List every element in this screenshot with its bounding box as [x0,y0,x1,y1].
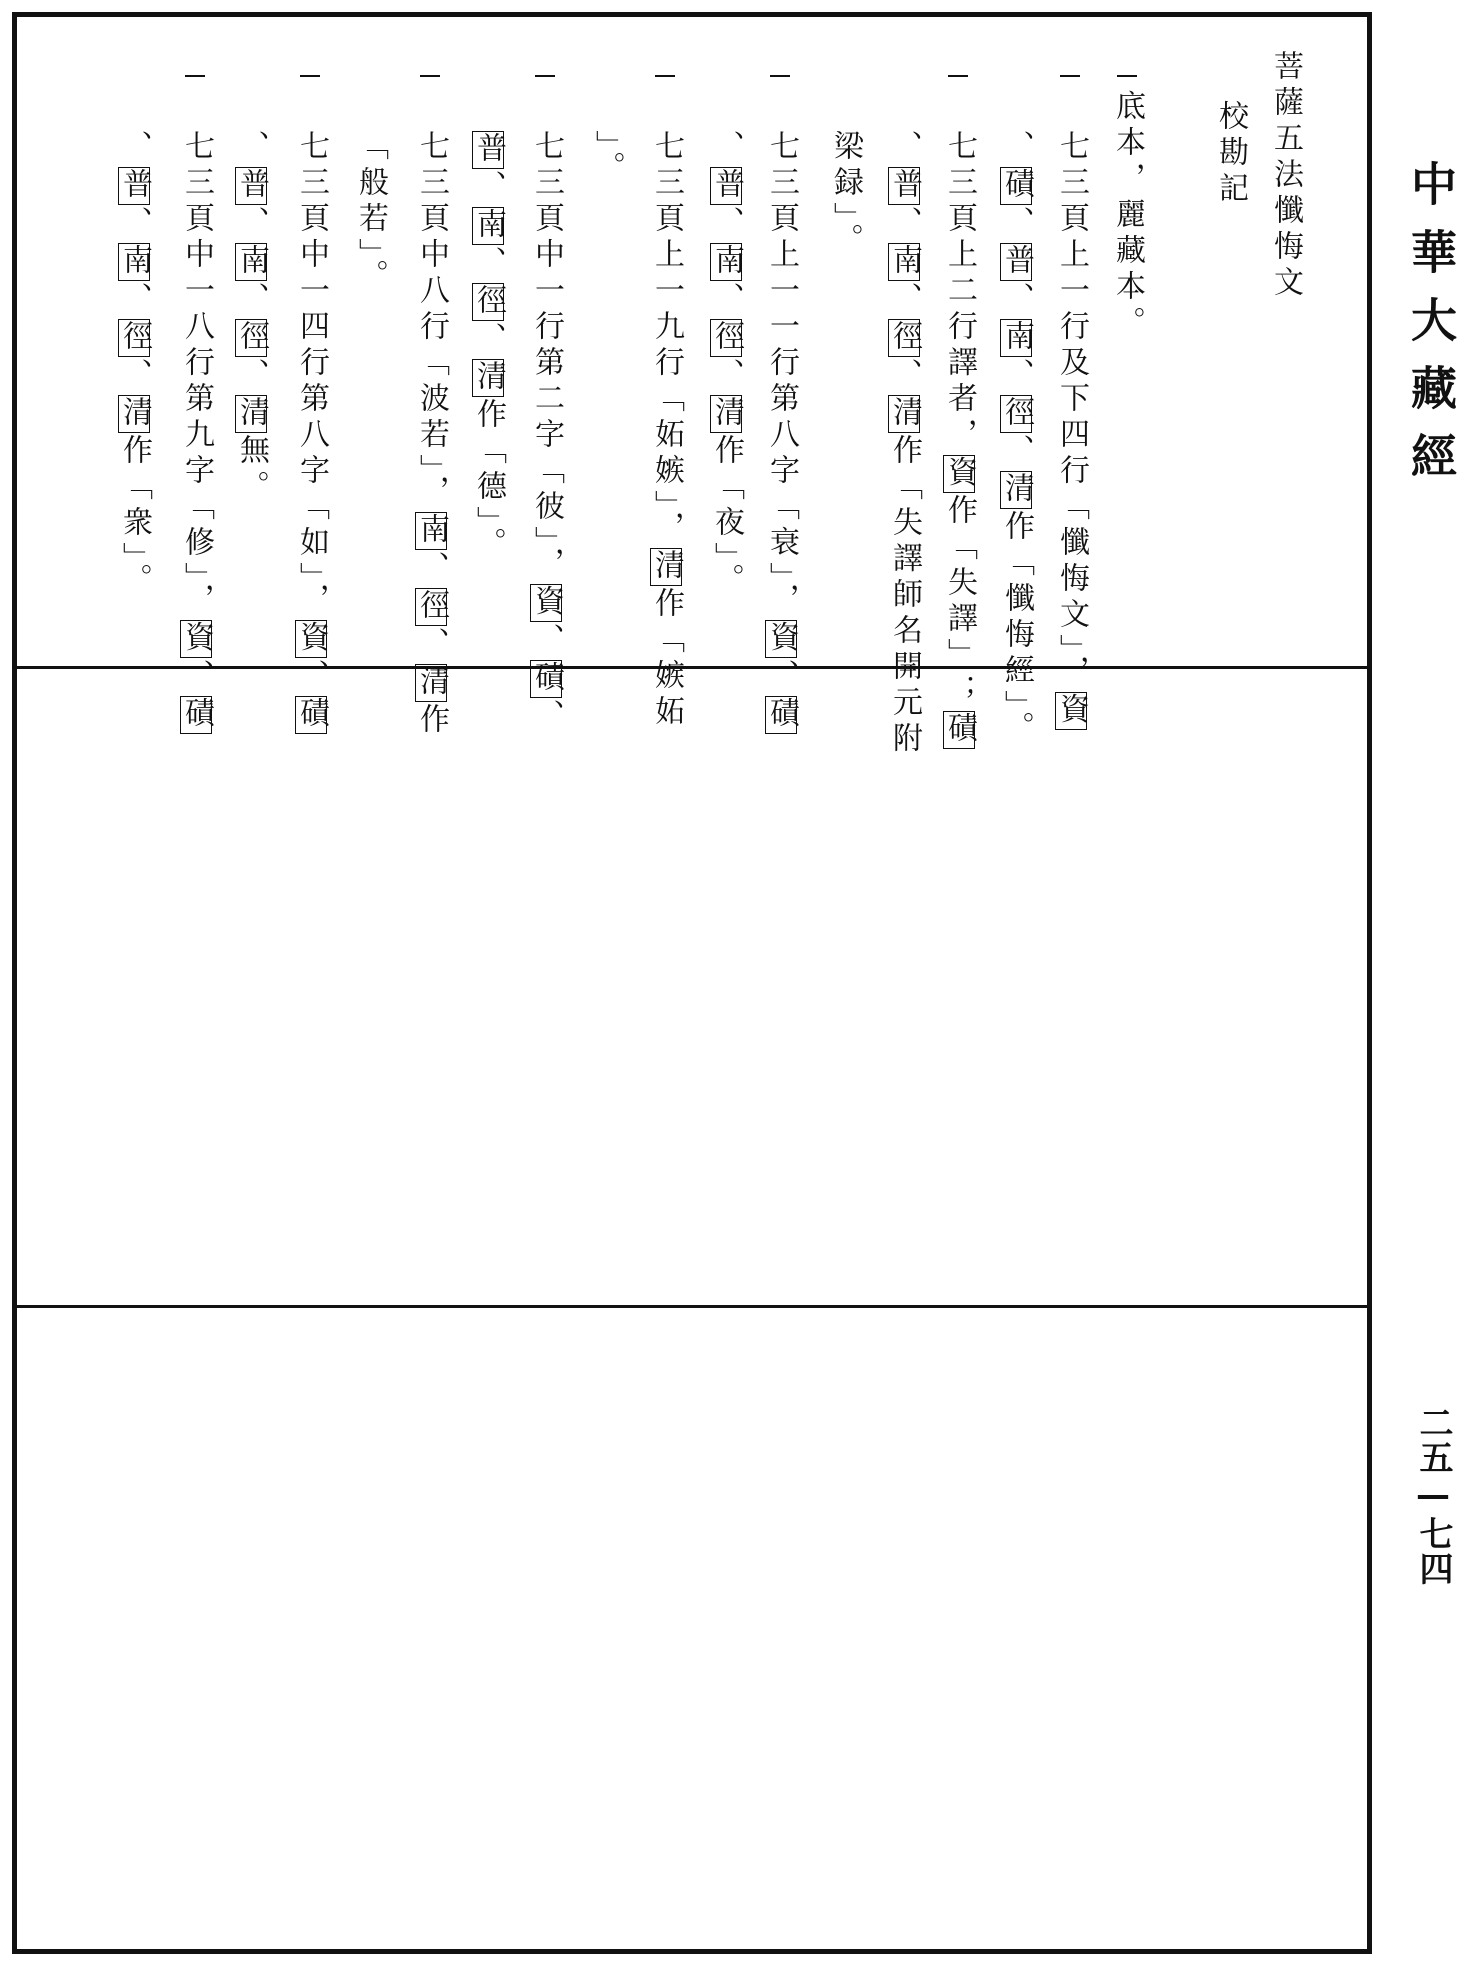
note-char: ， [942,418,977,454]
note-char: 。 [828,223,863,259]
edition-abbrev-box: 普 [234,168,269,204]
note-char: 本 [1110,270,1145,306]
edition-abbrev-box: 磧 [764,697,799,733]
note-char: 無 [234,434,269,470]
note-char: 行 [294,346,329,382]
note-column [828,130,863,259]
note-char: 九 [649,310,684,346]
note-char: 譯 [887,542,922,578]
note-char: 作 [709,434,744,470]
section-divider-lower [12,1305,1372,1308]
note-column [295,130,327,735]
note-char: 、 [471,246,506,282]
note-char: 「 [414,346,449,382]
section-divider-upper [12,666,1372,669]
note-char: 、 [529,623,564,659]
note-column [235,130,267,506]
note-char: 」 [709,542,744,563]
note-char: 三 [764,166,799,202]
note-char: 如 [294,526,329,562]
note-char: 一 [179,274,214,310]
note-column [1000,130,1032,747]
note-column [118,130,150,599]
note-marker [948,75,968,77]
edition-abbrev-box: 徑 [887,320,922,356]
note-column [353,130,388,295]
note-char: 彼 [529,490,564,526]
note-char: ， [529,547,564,583]
note-char: 衆 [117,506,152,542]
note-column [1110,90,1145,342]
note-char: 」 [529,526,564,547]
edition-abbrev-box: 清 [999,472,1034,508]
note-char: 、 [999,206,1034,242]
note-marker [1060,75,1080,77]
edition-abbrev-box: 資 [529,585,564,621]
note-char: 般 [353,166,388,202]
note-char: 悔 [1054,562,1089,598]
note-char: 、 [709,282,744,318]
note-char: 「 [1054,490,1089,526]
note-char: ； [942,674,977,710]
note-char: 、 [414,551,449,587]
note-char: 懺 [999,582,1034,618]
note-marker [420,75,440,77]
note-char: 譯 [942,346,977,382]
note-char: ， [649,511,684,547]
note-char: ， [294,583,329,619]
note-char: 七 [294,130,329,166]
note-char: 夜 [709,506,744,542]
note-column [888,130,920,758]
note-char: 七 [649,130,684,166]
note-char: 下 [1054,382,1089,418]
note-char: 中 [294,238,329,274]
note-char: 及 [1054,346,1089,382]
edition-abbrev-box: 資 [942,456,977,492]
note-char: 頁 [179,202,214,238]
note-char: 、 [887,282,922,318]
note-char: 。 [353,259,388,295]
page-number: 二五—七四 [1413,1405,1453,1586]
sutra-title: 菩薩五法懺悔文 [1268,50,1303,302]
note-char: 作 [942,494,977,530]
edition-abbrev-box: 南 [117,244,152,280]
note-char: 。 [709,563,744,599]
note-char: 」 [294,562,329,583]
note-char: 上 [1054,238,1089,274]
note-char: 、 [117,282,152,318]
note-char: 作 [999,510,1034,546]
note-char: 本 [1110,126,1145,162]
edition-abbrev-box: 南 [887,244,922,280]
note-char: ， [764,583,799,619]
note-char: 字 [294,454,329,490]
note-char: 頁 [294,202,329,238]
note-column [650,130,682,731]
note-char: 字 [529,418,564,454]
note-char: 八 [414,274,449,310]
edition-abbrev-box: 南 [709,244,744,280]
page-frame [12,12,1372,1954]
note-char: 上 [649,238,684,274]
collation-heading: 校勘記 [1213,100,1248,208]
note-char: 、 [999,130,1034,166]
edition-abbrev-box: 磧 [179,697,214,733]
note-char: 七 [942,130,977,166]
note-char: 」 [471,506,506,527]
note-char: 」 [179,562,214,583]
note-char: 。 [1110,306,1145,342]
note-char: 」 [942,638,977,674]
note-char: 」 [353,238,388,259]
note-char: 「 [999,546,1034,582]
note-char: 、 [234,130,269,166]
edition-abbrev-box: 清 [414,665,449,701]
note-char: 一 [529,274,564,310]
note-char: 行 [1054,454,1089,490]
note-char: 」 [590,130,625,151]
note-char: 。 [590,151,625,187]
note-char: 梁 [828,130,863,166]
note-char: 頁 [414,202,449,238]
note-column [472,130,504,563]
note-char: 三 [294,166,329,202]
edition-abbrev-box: 清 [709,396,744,432]
note-char: 」 [117,542,152,563]
edition-abbrev-box: 普 [709,168,744,204]
note-char: 譯 [942,602,977,638]
note-char: 字 [179,454,214,490]
edition-abbrev-box: 資 [1054,693,1089,729]
note-char: 二 [942,274,977,310]
note-char: 作 [649,587,684,623]
note-char: 一 [1054,274,1089,310]
note-marker [300,75,320,77]
note-char: 、 [117,358,152,394]
edition-abbrev-box: 資 [179,621,214,657]
note-char: 行 [764,346,799,382]
edition-abbrev-box: 清 [649,549,684,585]
note-char: 作 [471,398,506,434]
note-char: 、 [234,206,269,242]
note-char: 、 [294,659,329,695]
note-char: ， [1110,162,1145,198]
note-char: 、 [471,322,506,358]
note-char: 「 [529,454,564,490]
note-char: 第 [179,382,214,418]
note-char: 上 [942,238,977,274]
note-column [943,130,975,750]
note-char: 頁 [1054,202,1089,238]
edition-abbrev-box: 徑 [117,320,152,356]
note-char: 、 [887,206,922,242]
note-marker [770,75,790,77]
note-char: 失 [887,506,922,542]
note-marker [185,75,205,77]
note-char: 作 [887,434,922,470]
note-char: 行 [529,310,564,346]
note-char: 上 [764,238,799,274]
edition-abbrev-box: 清 [234,396,269,432]
note-char: 四 [294,310,329,346]
note-char: 、 [764,659,799,695]
note-char: 、 [999,434,1034,470]
note-char: 、 [117,206,152,242]
note-char: 「 [471,434,506,470]
note-char: 三 [649,166,684,202]
note-char: 、 [414,627,449,663]
note-char: 「 [887,470,922,506]
note-char: 二 [529,382,564,418]
note-char: 文 [1054,598,1089,634]
note-char: 開 [887,650,922,686]
note-char: 「 [649,382,684,418]
note-char: 」 [649,490,684,511]
note-char: 底 [1110,90,1145,126]
note-char: 三 [179,166,214,202]
note-char: 師 [887,578,922,614]
note-char: 「 [179,490,214,526]
edition-abbrev-box: 徑 [234,320,269,356]
note-char: 、 [999,282,1034,318]
note-char: 頁 [942,202,977,238]
note-char: 、 [179,659,214,695]
edition-abbrev-box: 資 [764,621,799,657]
note-column [590,130,625,187]
note-char: 、 [887,358,922,394]
note-char: 三 [414,166,449,202]
note-char: 一 [649,274,684,310]
note-char: 。 [234,470,269,506]
note-char: 行 [942,310,977,346]
note-char: 」 [828,202,863,223]
note-char: 、 [709,206,744,242]
edition-abbrev-box: 磧 [999,168,1034,204]
note-char: 七 [529,130,564,166]
note-char: 、 [471,170,506,206]
edition-abbrev-box: 磧 [942,712,977,748]
note-char: 、 [529,699,564,735]
note-char: 懺 [1054,526,1089,562]
note-char: 若 [414,418,449,454]
note-char: 者 [942,382,977,418]
note-char: ， [414,475,449,511]
edition-abbrev-box: 磧 [294,697,329,733]
note-char: 元 [887,686,922,722]
note-char: 、 [999,358,1034,394]
note-char: 「 [649,623,684,659]
note-char: 。 [117,563,152,599]
note-char: 字 [764,454,799,490]
edition-abbrev-box: 資 [294,621,329,657]
note-char: 三 [942,166,977,202]
note-char: ， [1054,655,1089,691]
edition-abbrev-box: 徑 [709,320,744,356]
note-column [530,130,562,735]
note-char: 行 [179,346,214,382]
note-char: 作 [414,703,449,739]
note-char: 行 [414,310,449,346]
note-char: 、 [117,130,152,166]
note-char: 嫉 [649,454,684,490]
note-char: 、 [709,358,744,394]
note-char: 第 [294,382,329,418]
note-char: 、 [234,358,269,394]
note-char: 「 [353,130,388,166]
note-char: 頁 [764,202,799,238]
note-char: 頁 [529,202,564,238]
note-char: 經 [999,654,1034,690]
edition-abbrev-box: 普 [999,244,1034,280]
note-char: 一 [764,274,799,310]
note-char: 八 [294,418,329,454]
note-char: 嫉 [649,659,684,695]
note-char: 行 [649,346,684,382]
note-char: 一 [764,310,799,346]
note-char: 作 [117,434,152,470]
note-char: 修 [179,526,214,562]
note-char: 「 [117,470,152,506]
note-char: 九 [179,418,214,454]
edition-abbrev-box: 徑 [414,589,449,625]
edition-abbrev-box: 普 [471,132,506,168]
note-char: 録 [828,166,863,202]
note-char: 四 [1054,418,1089,454]
note-char: 波 [414,382,449,418]
note-char: 頁 [649,202,684,238]
note-marker [1117,75,1137,77]
note-char: 、 [709,130,744,166]
note-column [415,130,447,739]
collection-title: 中華大藏經 [1404,160,1458,500]
note-char: 失 [942,566,977,602]
edition-abbrev-box: 磧 [529,661,564,697]
note-column [710,130,742,599]
edition-abbrev-box: 南 [999,320,1034,356]
note-column [180,130,212,735]
note-char: 「 [294,490,329,526]
note-char: 三 [529,166,564,202]
note-char: 「 [764,490,799,526]
edition-abbrev-box: 普 [117,168,152,204]
note-char: 、 [234,282,269,318]
note-char: 妬 [649,695,684,731]
note-char: 「 [709,470,744,506]
note-char: 、 [887,130,922,166]
note-char: 八 [179,310,214,346]
edition-abbrev-box: 南 [414,513,449,549]
note-char: 一 [294,274,329,310]
edition-abbrev-box: 徑 [471,284,506,320]
note-char: 八 [764,418,799,454]
edition-abbrev-box: 清 [887,396,922,432]
note-char: 第 [764,382,799,418]
note-char: 」 [414,454,449,475]
note-char: 中 [414,238,449,274]
note-column [1055,130,1087,731]
note-column [765,130,797,735]
note-char: 行 [1054,310,1089,346]
note-char: 」 [764,562,799,583]
note-char: 德 [471,470,506,506]
note-char: ， [179,583,214,619]
note-char: 衰 [764,526,799,562]
note-char: 中 [529,238,564,274]
note-char: 。 [471,527,506,563]
note-char: 七 [414,130,449,166]
note-marker [655,75,675,77]
edition-abbrev-box: 南 [234,244,269,280]
note-char: 若 [353,202,388,238]
note-char: 三 [1054,166,1089,202]
note-char: 麗 [1110,198,1145,234]
note-char: 。 [999,711,1034,747]
note-char: 」 [1054,634,1089,655]
note-char: 悔 [999,618,1034,654]
note-char: 名 [887,614,922,650]
note-char: 藏 [1110,234,1145,270]
note-char: 中 [179,238,214,274]
note-char: 」 [999,690,1034,711]
edition-abbrev-box: 清 [117,396,152,432]
note-char: 七 [1054,130,1089,166]
note-char: 七 [179,130,214,166]
edition-abbrev-box: 南 [471,208,506,244]
note-marker [535,75,555,77]
note-char: 妬 [649,418,684,454]
edition-abbrev-box: 徑 [999,396,1034,432]
note-char: 第 [529,346,564,382]
note-char: 「 [942,530,977,566]
note-char: 附 [887,722,922,758]
edition-abbrev-box: 清 [471,360,506,396]
note-char: 七 [764,130,799,166]
edition-abbrev-box: 普 [887,168,922,204]
